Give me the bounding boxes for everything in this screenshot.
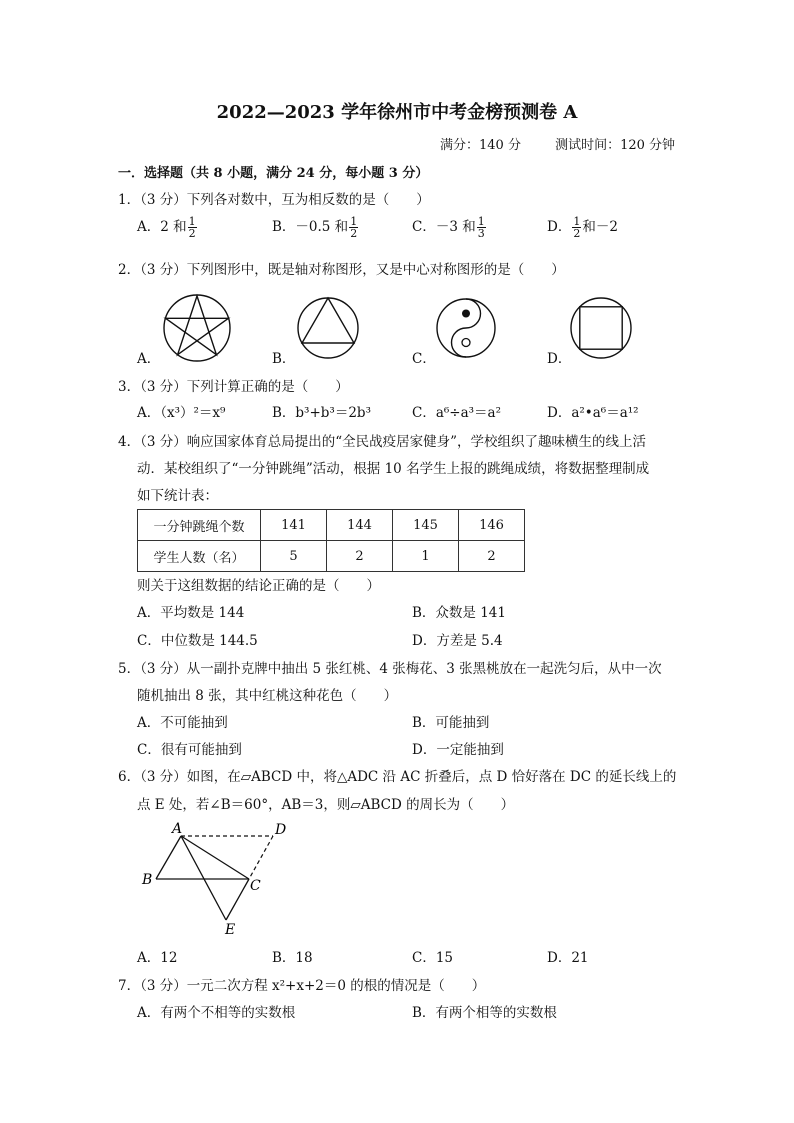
q1-stem: 1．（3 分）下列各对数中，互为相反数的是（ ） (118, 192, 430, 208)
table-cell: 2 (327, 541, 393, 572)
q7-option-a: A．有两个不相等的实数根 (137, 1005, 296, 1021)
table-cell: 5 (261, 541, 327, 572)
point-e-label: E (225, 922, 236, 938)
q4-option-d: D．方差是 5.4 (412, 633, 503, 649)
q1-option-a: A．2 和 $\frac{1}{2}$ (137, 215, 196, 240)
test-time: 测试时间：120 分钟 (555, 138, 676, 153)
q2-option-a: A． (137, 351, 161, 367)
q1-option-c: C．－3 和 $\frac{1}{3}$ (412, 215, 485, 240)
q2-option-b: B． (272, 351, 296, 367)
exam-meta (440, 134, 705, 153)
q4-line-2: 动．某校组织了“一分钟跳绳”活动，根据 10 名学生上报的跳绳成绩，将数据整理制成 (137, 461, 650, 477)
q3-option-d: D．a²•a⁶＝a¹² (547, 405, 639, 421)
q3-option-a: A．（x³）²＝x⁹ (137, 405, 226, 421)
row-header: 学生人数（名） (138, 541, 261, 572)
point-b-label: B (142, 872, 153, 888)
table-cell: 141 (261, 510, 327, 541)
q5-option-d: D．一定能抽到 (412, 742, 504, 758)
q4-option-a: A．平均数是 144 (137, 605, 245, 621)
table-cell: 145 (393, 510, 459, 541)
q5-option-a: A．不可能抽到 (137, 715, 228, 731)
full-score: 满分：140 分 (440, 138, 521, 153)
table-cell: 146 (459, 510, 525, 541)
q4-line-3: 如下统计表： (137, 488, 218, 504)
q4-option-b: B．众数是 141 (412, 605, 506, 621)
q6-line-1: 6．（3 分）如图，在▱ABCD 中，将△ADC 沿 AC 折叠后，点 D 恰好落在 DC 的延长线上的 (118, 769, 677, 785)
q1-option-d: D． $\frac{1}{2}$ 和－2 (547, 215, 618, 240)
parallelogram-fold-figure (136, 818, 296, 940)
q3-option-b: B．b³+b³＝2b³ (272, 405, 371, 421)
q5-line-1: 5．（3 分）从一副扑克牌中抽出 5 张红桃、4 张梅花、3 张黑桃放在一起洗匀后，从中一次 (118, 661, 662, 677)
table-row (138, 510, 525, 541)
section-heading: 一．选择题（共 8 小题，满分 24 分，每小题 3 分） (118, 166, 429, 181)
page-title: 2022—2023 学年徐州市中考金榜预测卷 A (216, 102, 578, 123)
q6-option-a: A．12 (137, 950, 178, 966)
q4-after-table: 则关于这组数据的结论正确的是（ ） (137, 578, 380, 594)
q4-option-c: C．中位数是 144.5 (137, 633, 258, 649)
pentagram-in-circle-figure (160, 293, 234, 363)
q3-stem: 3．（3 分）下列计算正确的是（ ） (118, 379, 349, 395)
q4-line-1: 4．（3 分）响应国家体育总局提出的“全民战疫居家健身”，学校组织了趣味横生的线上活 (118, 434, 647, 450)
table-cell: 144 (327, 510, 393, 541)
q2-option-c: C． (412, 351, 436, 367)
q5-option-c: C．很有可能抽到 (137, 742, 242, 758)
q1-option-b: B．－0.5 和 $\frac{1}{2}$ (272, 215, 358, 240)
triangle-in-circle-figure (296, 296, 360, 360)
q5-line-2: 随机抽出 8 张，其中红桃这种花色（ ） (137, 688, 398, 704)
yin-yang-figure (435, 297, 497, 359)
table-cell: 1 (393, 541, 459, 572)
point-d-label: D (275, 822, 287, 838)
q6-option-c: C．15 (412, 950, 454, 966)
q5-option-b: B．可能抽到 (412, 715, 490, 731)
q7-stem: 7．（3 分）一元二次方程 x²+x+2＝0 的根的情况是（ ） (118, 978, 486, 994)
row-header: 一分钟跳绳个数 (138, 510, 261, 541)
q2-option-d: D． (547, 351, 572, 367)
q6-line-2: 点 E 处，若∠B＝60°，AB＝3，则▱ABCD 的周长为（ ） (137, 797, 515, 813)
point-c-label: C (250, 878, 261, 894)
q6-option-b: B．18 (272, 950, 313, 966)
point-a-label: A (172, 821, 183, 837)
q7-option-b: B．有两个相等的实数根 (412, 1005, 557, 1021)
square-in-circle-figure (568, 296, 634, 360)
jump-rope-stat-table (137, 509, 525, 572)
q6-option-d: D．21 (547, 950, 589, 966)
table-cell: 2 (459, 541, 525, 572)
table-row (138, 541, 525, 572)
q2-stem: 2．（3 分）下列图形中，既是轴对称图形，又是中心对称图形的是（ ） (118, 262, 565, 278)
q3-option-c: C．a⁶÷a³＝a² (412, 405, 502, 421)
